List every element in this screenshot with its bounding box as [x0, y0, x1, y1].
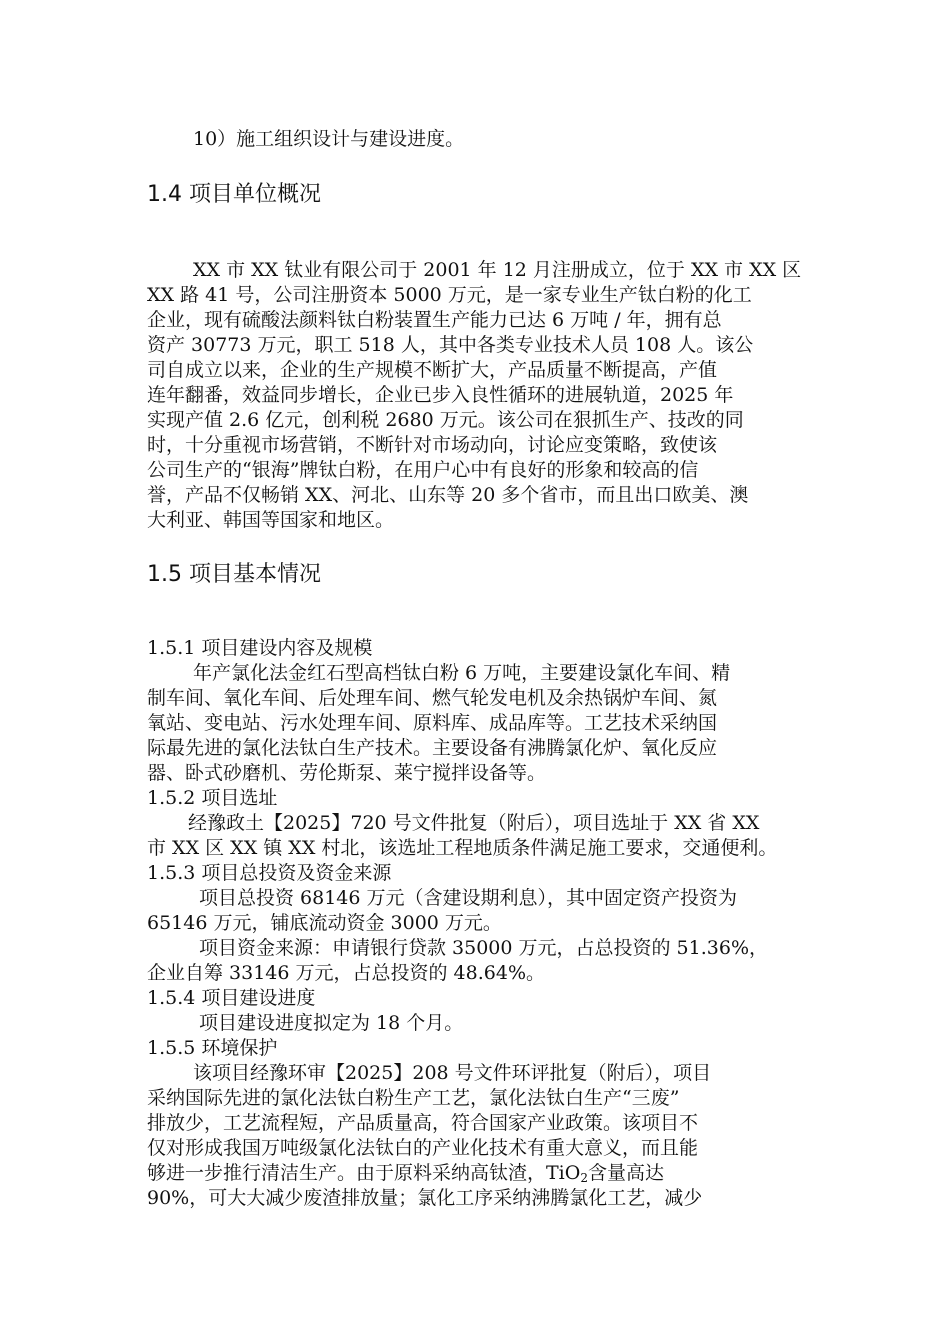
- paragraph-line: 企业自筹 33146 万元，占总投资的 48.64%。: [147, 962, 546, 984]
- subsection-title-1-5-1: 1.5.1 项目建设内容及规模: [147, 637, 373, 659]
- section-heading-1-4: 1.4 项目单位概况: [147, 182, 321, 207]
- paragraph-line-tio2: [147, 1161, 837, 1185]
- paragraph-line: 项目资金来源：申请银行贷款 35000 万元，占总投资的 51.36%，: [199, 937, 769, 959]
- paragraph-line: 项目建设进度拟定为 18 个月。: [199, 1012, 464, 1034]
- paragraph-line: 资产 30773 万元，职工 518 人，其中各类专业技术人员 108 人。该公: [147, 334, 754, 356]
- subsection-title-1-5-4: 1.5.4 项目建设进度: [147, 987, 316, 1009]
- section-heading-1-5: 1.5 项目基本情况: [147, 562, 321, 587]
- paragraph-line: 誉，产品不仅畅销 XX、河北、山东等 20 多个省市，而且出口欧美、澳: [147, 484, 749, 506]
- paragraph-line: 排放少，工艺流程短，产品质量高，符合国家产业政策。该项目不: [147, 1112, 699, 1134]
- subsection-title-1-5-5: 1.5.5 环境保护: [147, 1037, 278, 1059]
- paragraph-line: 该项目经豫环审【2025】208 号文件环评批复（附后），项目: [193, 1062, 712, 1084]
- paragraph-line: 氧站、变电站、污水处理车间、原料库、成品库等。工艺技术采纳国: [147, 712, 718, 734]
- paragraph-line: 市 XX 区 XX 镇 XX 村北，该选址工程地质条件满足施工要求，交通便利。: [147, 837, 778, 859]
- paragraph-line: XX 路 41 号，公司注册资本 5000 万元，是一家专业生产钛白粉的化工: [147, 284, 752, 306]
- line-text: 够进一步推行清洁生产。由于原料采纳高钛渣，TiO: [147, 1162, 581, 1184]
- paragraph-line: 司自成立以来，企业的生产规模不断扩大，产品质量不断提高，产值: [147, 359, 718, 381]
- subscript-2: 2: [580, 1171, 588, 1185]
- paragraph-line: 际最先进的氯化法钛白生产技术。主要设备有沸腾氯化炉、氧化反应: [147, 737, 718, 759]
- paragraph-line: 经豫政土【2025】720 号文件批复（附后），项目选址于 XX 省 XX: [188, 812, 760, 834]
- paragraph-line: 制车间、氧化车间、后处理车间、燃气轮发电机及余热锅炉车间、氮: [147, 687, 718, 709]
- paragraph-line: 年产氯化法金红石型高档钛白粉 6 万吨，主要建设氯化车间、精: [193, 662, 731, 684]
- paragraph-line: 时，十分重视市场营销，不断针对市场动向，讨论应变策略，致使该: [147, 434, 718, 456]
- paragraph-line: 90%，可大大减少废渣排放量；氯化工序采纳沸腾氯化工艺，减少: [147, 1187, 703, 1209]
- subsection-title-1-5-2: 1.5.2 项目选址: [147, 787, 278, 809]
- paragraph-line: 连年翻番，效益同步增长，企业已步入良性循环的进展轨道，2025 年: [147, 384, 734, 406]
- paragraph-line: 仅对形成我国万吨级氯化法钛白的产业化技术有重大意义，而且能: [147, 1137, 699, 1159]
- paragraph-line: 项目总投资 68146 万元（含建设期利息），其中固定资产投资为: [199, 887, 738, 909]
- line-text-tail: 含量高达: [587, 1162, 664, 1184]
- paragraph-line: 大利亚、韩国等国家和地区。: [147, 509, 395, 531]
- list-item-10: 10）施工组织设计与建设进度。: [193, 128, 465, 150]
- paragraph-line: 企业，现有硫酸法颜料钛白粉装置生产能力已达 6 万吨 / 年，拥有总: [147, 309, 722, 331]
- paragraph-line: 65146 万元，铺底流动资金 3000 万元。: [147, 912, 502, 934]
- subsection-title-1-5-3: 1.5.3 项目总投资及资金来源: [147, 862, 392, 884]
- paragraph-line: 采纳国际先进的氯化法钛白粉生产工艺，氯化法钛白生产“三废”: [147, 1087, 680, 1109]
- paragraph-line: 公司生产的“银海”牌钛白粉，在用户心中有良好的形象和较高的信: [147, 459, 699, 481]
- paragraph-line: 实现产值 2.6 亿元，创利税 2680 万元。该公司在狠抓生产、技改的同: [147, 409, 744, 431]
- paragraph-line: XX 市 XX 钛业有限公司于 2001 年 12 月注册成立，位于 XX 市 XX 区: [193, 259, 802, 281]
- paragraph-line: 器、卧式砂磨机、劳伦斯泵、莱宁搅拌设备等。: [147, 762, 547, 784]
